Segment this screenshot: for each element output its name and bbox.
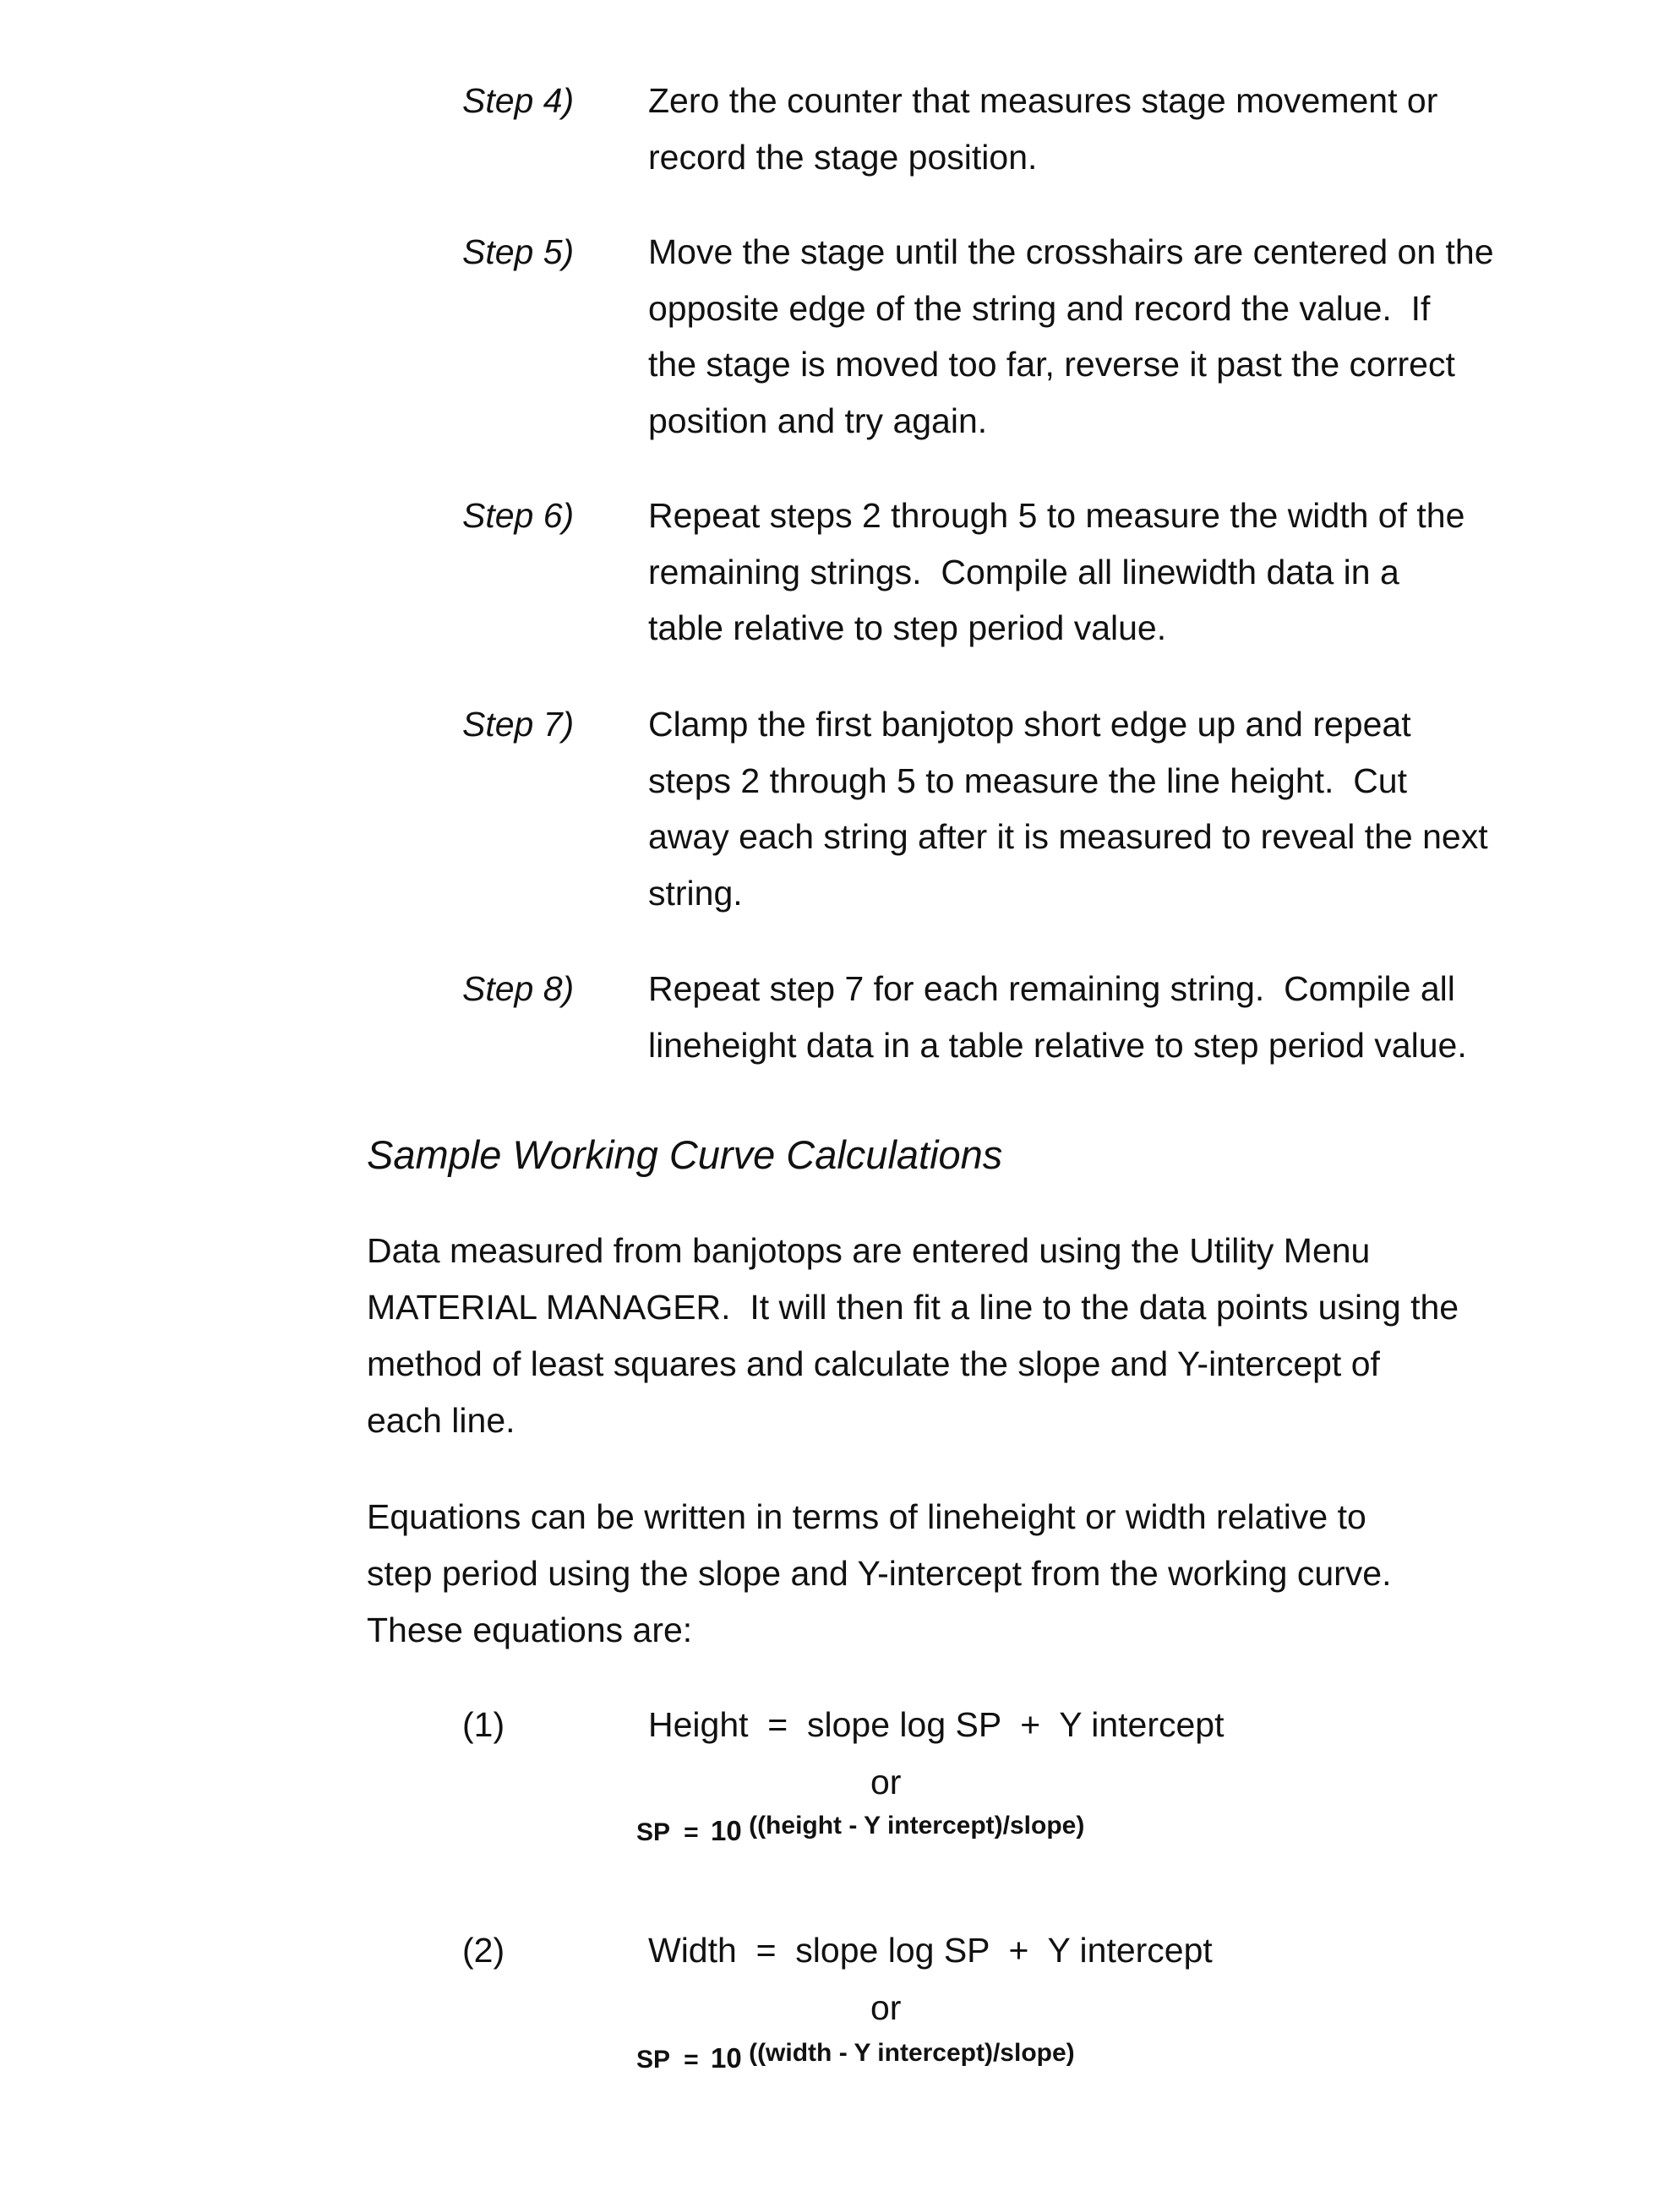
step-label: Step 7)	[462, 696, 574, 752]
equation-sp	[636, 2030, 1075, 2088]
sp-exponent: ((width - Y intercept)/slope)	[749, 2039, 1075, 2067]
text-line: These equations are:	[367, 1602, 1634, 1659]
text-line: Repeat step 7 for each remaining string. Compile all	[648, 961, 1620, 1017]
step-label: Step 5)	[462, 224, 574, 280]
step-text	[648, 488, 1620, 657]
sp-base: 10	[711, 1815, 742, 1846]
sp-base: 10	[711, 2042, 742, 2074]
paragraph-data-entry	[367, 1223, 1634, 1449]
text-line: steps 2 through 5 to measure the line height. Cut	[648, 753, 1620, 809]
text-line: position and try again.	[648, 393, 1620, 450]
text-line: the stage is moved too far, reverse it past the correct	[648, 336, 1620, 393]
text-line: method of least squares and calculate the slope and Y-intercept of	[367, 1336, 1634, 1393]
text-line: MATERIAL MANAGER. It will then fit a line to the data points using the	[367, 1279, 1634, 1336]
step-text	[648, 73, 1620, 185]
sp-lhs: SP =	[636, 2046, 699, 2074]
text-line: remaining strings. Compile all linewidth data in a	[648, 544, 1620, 601]
text-line: opposite edge of the string and record the value. If	[648, 281, 1620, 337]
text-line: table relative to step period value.	[648, 600, 1620, 657]
step-text	[648, 224, 1620, 449]
text-line: each line.	[367, 1393, 1634, 1449]
text-line: Equations can be written in terms of lineheight or width relative to	[367, 1489, 1634, 1545]
equation-sp	[636, 1803, 1084, 1861]
sp-lhs: SP =	[636, 1818, 699, 1846]
step-text	[648, 696, 1620, 921]
paragraph-equations-intro	[367, 1489, 1634, 1659]
step-label: Step 8)	[462, 961, 574, 1017]
equation-or: or	[870, 1980, 901, 2036]
text-line: Data measured from banjotops are entered using the Utility Menu	[367, 1223, 1634, 1279]
equation-number: (1)	[462, 1697, 505, 1752]
equation-main: Width = slope log SP + Y intercept	[648, 1922, 1213, 1978]
text-line: step period using the slope and Y-intercept from the working curve.	[367, 1545, 1634, 1602]
equation-number: (2)	[462, 1922, 505, 1978]
text-line: Repeat steps 2 through 5 to measure the width of the	[648, 488, 1620, 544]
step-label: Step 4)	[462, 73, 574, 128]
text-line: string.	[648, 865, 1620, 922]
text-line: Move the stage until the crosshairs are centered on the	[648, 224, 1620, 281]
equation-main: Height = slope log SP + Y intercept	[648, 1697, 1225, 1752]
text-line: Clamp the first banjotop short edge up and repeat	[648, 696, 1620, 753]
section-heading: Sample Working Curve Calculations	[367, 1127, 1002, 1183]
text-line: record the stage position.	[648, 129, 1620, 186]
step-text	[648, 961, 1620, 1073]
sp-exponent: ((height - Y intercept)/slope)	[749, 1812, 1084, 1840]
step-label: Step 6)	[462, 488, 574, 543]
text-line: Zero the counter that measures stage movement or	[648, 73, 1620, 129]
equation-or: or	[870, 1754, 901, 1810]
text-line: away each string after it is measured to reveal the next	[648, 809, 1620, 865]
text-line: lineheight data in a table relative to step period value.	[648, 1017, 1620, 1074]
